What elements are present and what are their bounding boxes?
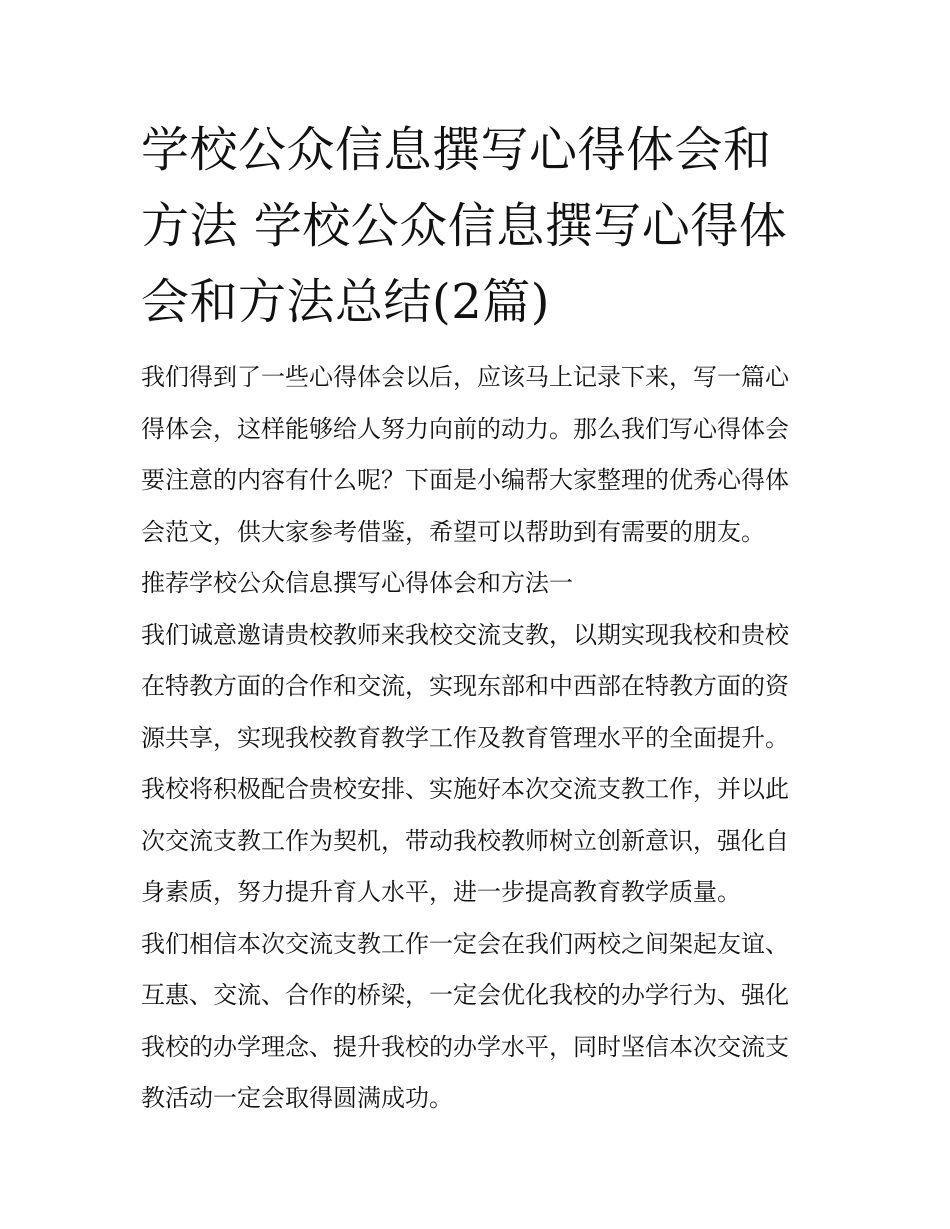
section-heading: 推荐学校公众信息撰写心得体会和方法一 xyxy=(141,569,573,597)
document-content xyxy=(141,112,811,1125)
body-paragraph: 我们相信本次交流支教工作一定会在我们两校之间架起友谊、互惠、交流、合作的桥梁，一定会优化我校的办学行为、强化我校的办学理念、提升我校的办学水平，同时坚信本次交流支教活动一定会取得圆满成功。 xyxy=(141,929,789,1112)
body-paragraph: 我们诚意邀请贵校教师来我校交流支教，以期实现我校和贵校在特教方面的合作和交流，实现东部和中西部在特教方面的资源共享，实现我校教育教学工作及教育管理水平的全面提升。 xyxy=(141,620,789,752)
intro-paragraph: 我们得到了一些心得体会以后，应该马上记录下来，写一篇心得体会，这样能够给人努力向前的动力。那么我们写心得体会要注意的内容有什么呢？下面是小编帮大家整理的优秀心得体会范文，供大家参考借鉴，希望可以帮助到有需要的朋友。 xyxy=(141,363,789,546)
body-paragraph: 我校将积极配合贵校安排、实施好本次交流支教工作，并以此次交流支教工作为契机，带动我校教师树立创新意识，强化自身素质，努力提升育人水平，进一步提高教育教学质量。 xyxy=(141,775,789,906)
document-title: 学校公众信息撰写心得体会和方法 学校公众信息撰写心得体会和方法总结(2篇) xyxy=(141,122,788,330)
